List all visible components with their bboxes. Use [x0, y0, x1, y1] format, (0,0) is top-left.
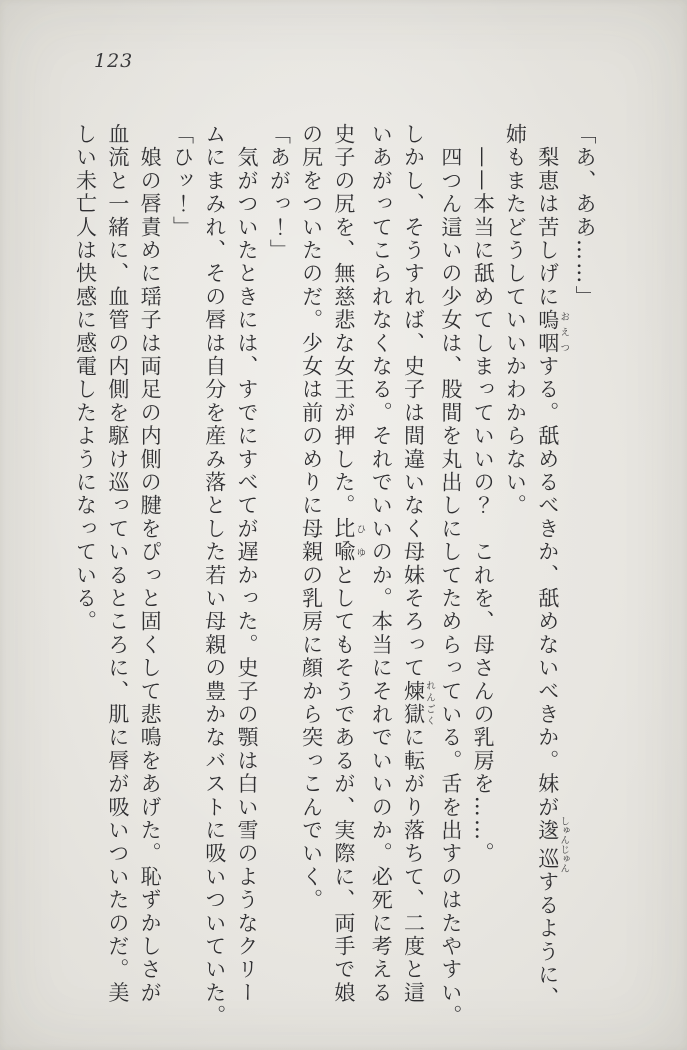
furigana: れんごく	[424, 679, 436, 727]
text-line: の尻をついたのだ。少女は前のめりに母親の乳房に顔から突っこんでいく。	[299, 123, 324, 912]
ruby-annotated-word	[535, 816, 570, 874]
ruby-base: 逡巡	[535, 816, 560, 874]
text-line: 四つん這いの少女は、股間を丸出しにしてためらっている。舌を出すのはたやすい。	[438, 123, 463, 1028]
text-line: 史子の尻を、無慈悲な女王が押した。比喩ひゆとしてもそうであるが、実際に、両手で娘	[331, 123, 366, 1005]
furigana: しゅんじゅん	[558, 816, 570, 874]
text-line: 娘の唇責めに瑶子は両足の内側の腱をぴっと固くして悲鳴をあげた。恥ずかしさが	[138, 123, 163, 1005]
text-line: 梨恵は苦しげに嗚咽おえつする。舐めるべきか、舐めないべきか。妹が逡巡しゅんじゅんするように、	[535, 123, 570, 1010]
text-line: しかし、そうすれば、史子は間違いなく母妹そろって煉獄れんごくに転がり落ちて、二度と這	[401, 123, 436, 1005]
ruby-base: 嗚咽	[535, 308, 560, 356]
furigana: おえつ	[558, 308, 570, 356]
text-line: いあがってこられなくなる。それでいいのか。本当にそれでいいのか。必死に考える	[369, 123, 394, 1005]
text-line: 「あ、ああ……」	[573, 123, 597, 309]
ruby-base: 比喩	[331, 517, 356, 564]
text-line: 「あがっ！」	[267, 123, 292, 263]
furigana: ひゆ	[354, 517, 366, 564]
vertical-text-block	[69, 123, 601, 1028]
text-line: ムにまみれ、その唇は自分を産み落とした若い母親の豊かなバストに吸いついていた。	[202, 123, 227, 1028]
text-line: 気がついたときには、すでにすべてが遅かった。史子の顎は白い雪のようなクリー	[235, 123, 260, 1005]
text-line: 血流と一緒に、血管の内側を駆け巡っているところに、肌に唇が吸いついたのだ。美	[105, 123, 130, 1005]
ruby-annotated-word	[535, 308, 570, 356]
page-number: 123	[94, 50, 134, 72]
text-line: 「ひッ！」	[170, 123, 195, 239]
text-line: しい未亡人は快感に感電したようになっている。	[73, 123, 98, 634]
ruby-annotated-word	[331, 517, 366, 564]
ruby-annotated-word	[401, 679, 436, 727]
ruby-base: 煉獄	[401, 679, 426, 727]
text-line: ——本当に舐めてしまっていいの？ これを、母さんの乳房を……。	[471, 123, 496, 866]
text-line: 姉もまたどうしていいかわからない。	[503, 123, 528, 518]
